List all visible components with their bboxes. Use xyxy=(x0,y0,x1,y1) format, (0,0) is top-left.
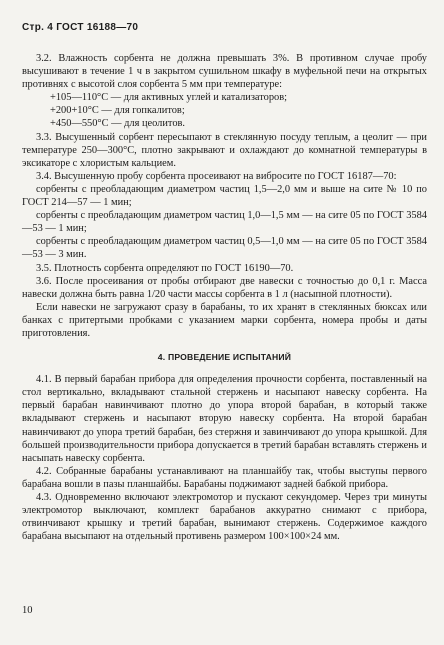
paragraph: 3.5. Плотность сорбента определяют по ГОСТ 16190—70. xyxy=(36,262,294,274)
paragraph: Если навески не загружают сразу в барабаны, то их хранят в стеклянных бюксах или банках с притертыми пробками с указанием марки сорбента, номера пробы и даты приготовления. xyxy=(22,301,427,339)
paragraph: 4.3. Одновременно включают электромотор и пускают секундомер. Через три минуты электромотор выключают, комплект барабанов аккуратно снимают с прибора, отвинчивают крышку и третий барабан, вынимают стержень. Содержимое каждого барабана высыпают на отдельный противень размером 100×100×24 мм. xyxy=(22,492,427,543)
paragraph: 3.4. Высушенную пробу сорбента просеивают на вибросите по ГОСТ 16187—70: xyxy=(36,170,397,182)
section-title: 4. ПРОВЕДЕНИЕ ИСПЫТАНИЙ xyxy=(157,352,292,363)
paragraph: 3.2. Влажность сорбента не должна превышать 3%. В противном случае пробу высушивают в течение 1 ч в закрытом сушильном шкафу в муфельной печи на открытых противнях с высотой слоя сорбента 5 мм при температуре: xyxy=(22,53,427,91)
body-text xyxy=(22,52,427,543)
paragraph: +200+10°C — для гопкалитов; xyxy=(50,105,185,117)
paragraph: 3.6. После просеивания от пробы отбирают две навески с точностью до 0,1 г. Масса навески должна быть равна 1/20 части массы сорбента в 1 л (насыпной плотности). xyxy=(22,275,427,300)
page-number: 10 xyxy=(22,605,33,616)
paragraph: сорбенты с преобладающим диаметром частиц 0,5—1,0 мм — на сите 05 по ГОСТ 3584—53 — 3 мин. xyxy=(22,236,427,261)
page-header: Стр. 4 ГОСТ 16188—70 xyxy=(22,22,139,33)
paragraph: сорбенты с преобладающим диаметром частиц 1,5—2,0 мм и выше на сите № 10 по ГОСТ 214—57 — 1 мин; xyxy=(22,183,427,209)
paragraph: +450—550°C — для цеолитов. xyxy=(50,118,186,130)
paragraph: сорбенты с преобладающим диаметром частиц 1,0—1,5 мм — на сите 05 по ГОСТ 3584—53 — 1 мин; xyxy=(22,210,427,235)
section-4-text xyxy=(22,373,427,543)
paragraph: +105—110°C — для активных углей и катализаторов; xyxy=(50,92,288,104)
paragraph: 3.3. Высушенный сорбент пересыпают в стеклянную посуду теплым, а цеолит — при температуре 250—300°C, плотно закрывают и охлаждают до комнатной температуры в эксикаторе с хлористым кальцием. xyxy=(22,131,427,169)
section-3-text xyxy=(22,52,427,340)
paragraph: 4.1. В первый барабан прибора для определения прочности сорбента, поставленный на стол вертикально, вкладывают стальной стержень и насыпают навеску сорбента. На первый барабан навинчивают плотно до упора второй барабан, в который также вкладывают стержень и насыпают вторую навеску сорбента. На второй барабан навинчивают до упора третий барабан, без стержня и завинчивают до упора крышкой. Для большей производительности прибора допускается в третий барабан вставлять стержень и насыпать навеску сорбента. xyxy=(22,374,427,464)
paragraph: 4.2. Собранные барабаны устанавливают на планшайбу так, чтобы выступы первого барабана вошли в пазы планшайбы. Барабаны поджимают задней бабкой прибора. xyxy=(22,465,427,490)
